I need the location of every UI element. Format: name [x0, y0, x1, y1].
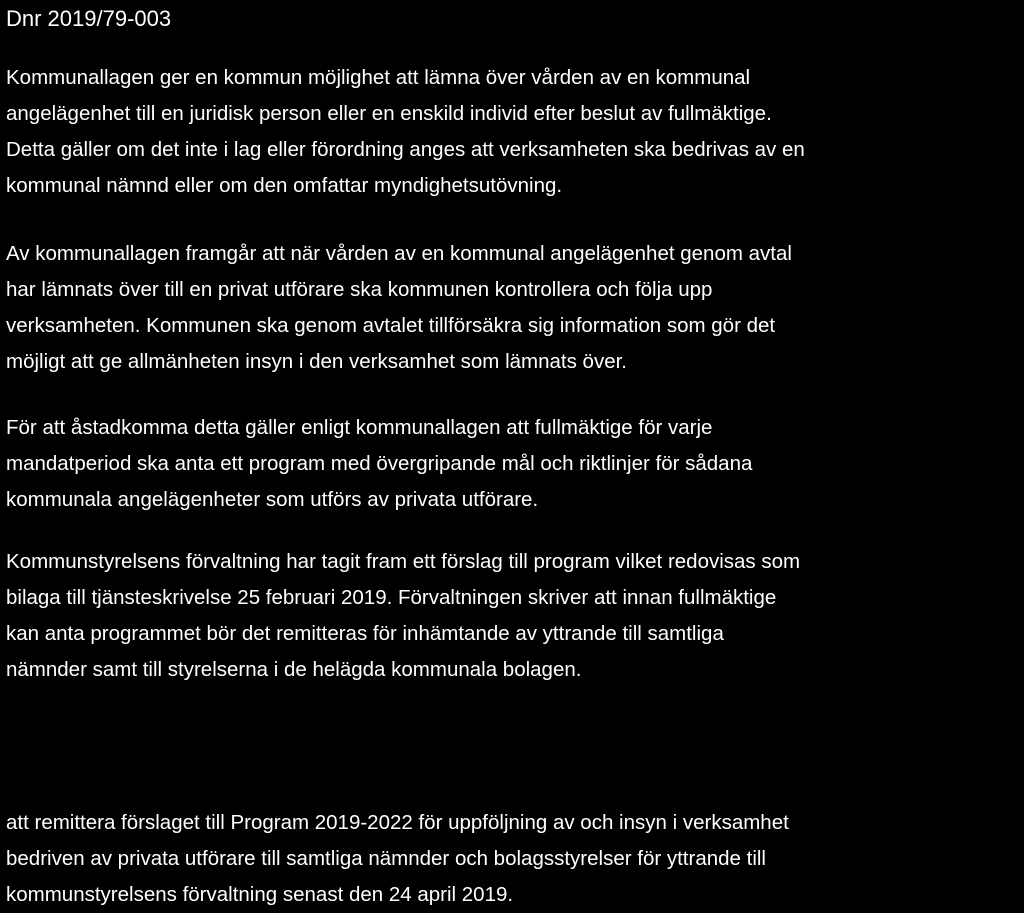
text-line: nämnder samt till styrelserna i de helägda kommunala bolagen. — [6, 658, 582, 681]
text-line: har lämnats över till en privat utförare ska kommunen kontrollera och följa upp — [6, 278, 713, 301]
text-line: kommunal nämnd eller om den omfattar myndighetsutövning. — [6, 174, 563, 197]
text-line: angelägenhet till en juridisk person eller en enskild individ efter beslut av fullmäktige. — [6, 102, 772, 125]
paragraph-control-requirement — [6, 236, 1020, 380]
reference-number: Dnr 2019/79-003 — [6, 6, 172, 31]
text-line: möjligt att ge allmänheten insyn i den verksamhet som lämnats över. — [6, 350, 627, 373]
paragraph-program-requirement — [6, 410, 1020, 518]
text-line: För att åstadkomma detta gäller enligt kommunallagen att fullmäktige för varje — [6, 416, 713, 439]
text-line: kommunstyrelsens förvaltning senast den 24 april 2019. — [6, 883, 514, 906]
text-line: mandatperiod ska anta ett program med övergripande mål och riktlinjer för sådana — [6, 452, 753, 475]
paragraph-decision — [6, 805, 1020, 913]
text-line: bedriven av privata utförare till samtliga nämnder och bolagsstyrelser för yttrande till — [6, 847, 766, 870]
text-line: bilaga till tjänsteskrivelse 25 februari 2019. Förvaltningen skriver att innan fullmäktige — [6, 586, 777, 609]
text-line: verksamheten. Kommunen ska genom avtalet tillförsäkra sig information som gör det — [6, 314, 776, 337]
text-line: kommunala angelägenheter som utförs av privata utförare. — [6, 488, 539, 511]
text-line: Kommunallagen ger en kommun möjlighet att lämna över vården av en kommunal — [6, 66, 751, 89]
paragraph-legal-basis — [6, 60, 1020, 204]
paragraph-proposal — [6, 544, 1020, 688]
text-line: att remittera förslaget till Program 2019-2022 för uppföljning av och insyn i verksamhet — [6, 811, 789, 834]
text-line: Kommunstyrelsens förvaltning har tagit fram ett förslag till program vilket redovisas som — [6, 550, 801, 573]
text-line: Av kommunallagen framgår att när vården av en kommunal angelägenhet genom avtal — [6, 242, 792, 265]
text-line: Detta gäller om det inte i lag eller förordning anges att verksamheten ska bedrivas av en — [6, 138, 805, 161]
text-line: kan anta programmet bör det remitteras för inhämtande av yttrande till samtliga — [6, 622, 724, 645]
